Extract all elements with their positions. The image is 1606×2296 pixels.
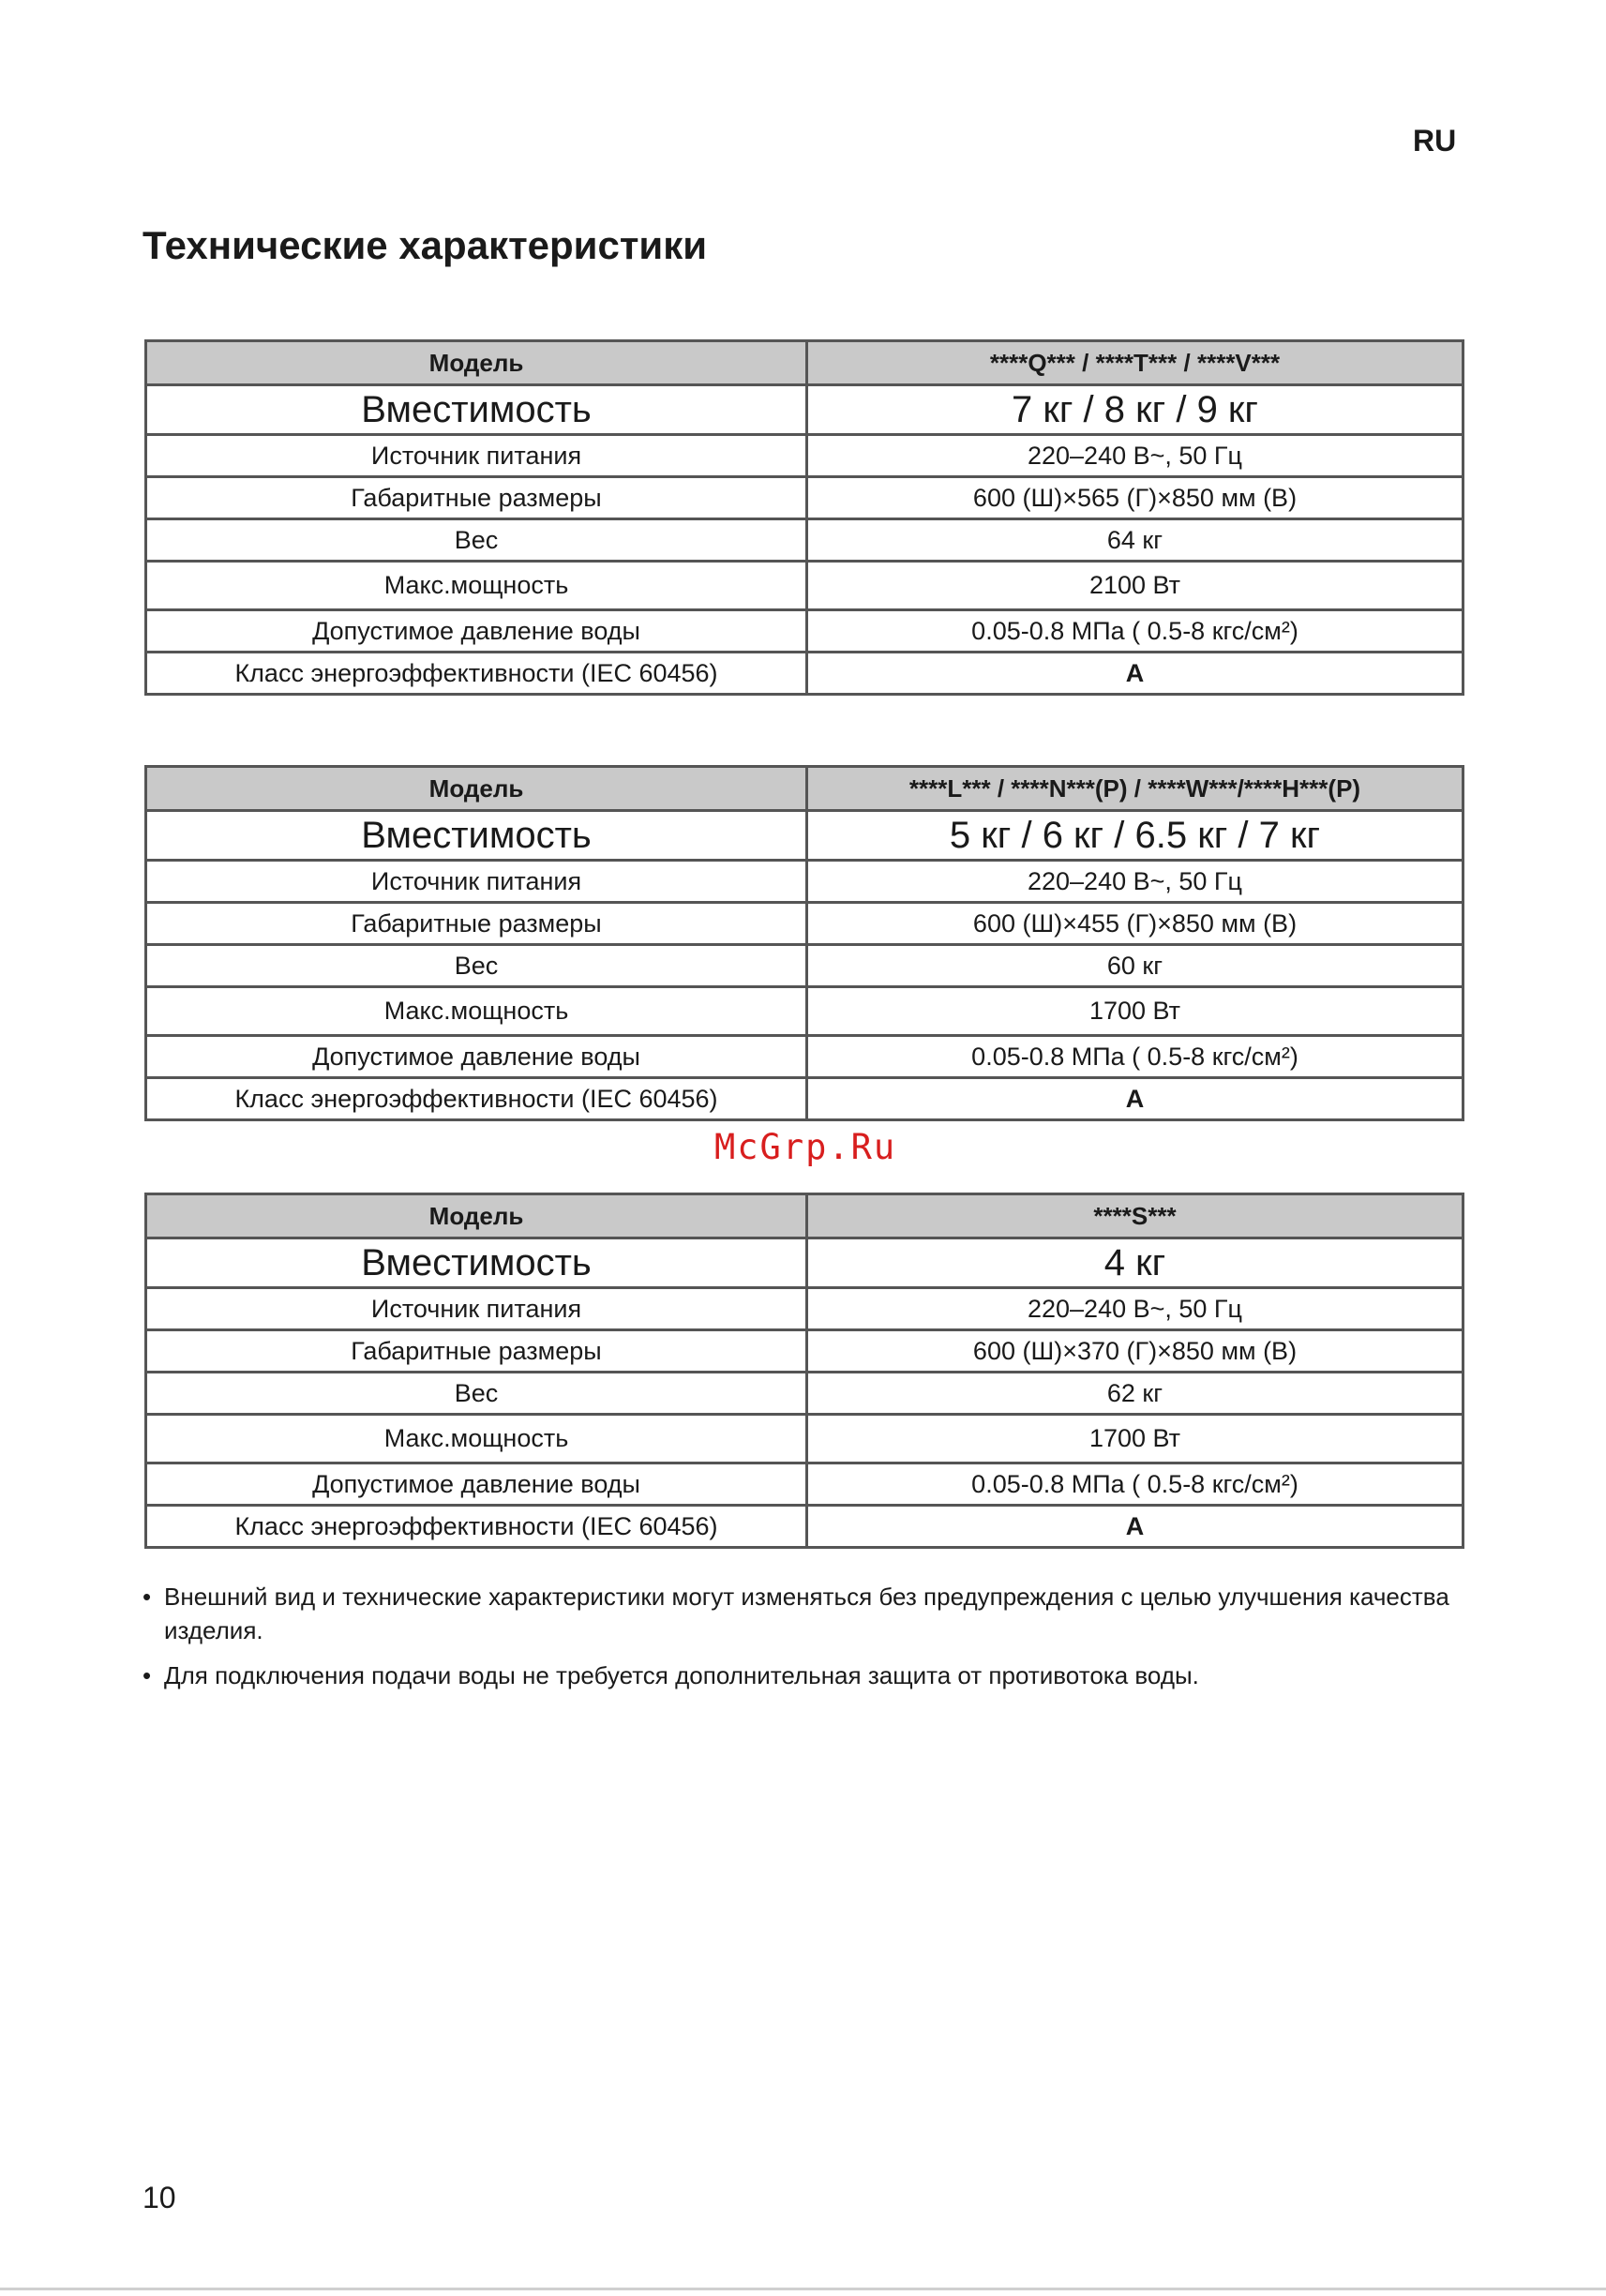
power-source-value: 220–240 В~, 50 Гц bbox=[807, 1288, 1463, 1330]
weight-value: 60 кг bbox=[807, 945, 1463, 987]
table-row bbox=[146, 945, 1463, 987]
weight-label: Вес bbox=[146, 945, 807, 987]
power-source-label: Источник питания bbox=[146, 861, 807, 903]
bullet-icon: • bbox=[143, 1661, 152, 1689]
table-row bbox=[146, 811, 1463, 861]
water-pressure-label: Допустимое давление воды bbox=[146, 1036, 807, 1078]
table-row bbox=[146, 519, 1463, 562]
table-row bbox=[146, 903, 1463, 945]
model-value: ****L*** / ****N***(P) / ****W***/****H***(P) bbox=[807, 767, 1463, 811]
table-row bbox=[146, 767, 1463, 811]
page-title: Технические характеристики bbox=[143, 223, 708, 267]
dimensions-value: 600 (Ш)×455 (Г)×850 мм (В) bbox=[807, 903, 1463, 945]
energy-class-label: Класс энергоэффективности (IEC 60456) bbox=[146, 653, 807, 695]
table-row bbox=[146, 861, 1463, 903]
max-power-label: Макс.мощность bbox=[146, 562, 807, 610]
max-power-value: 1700 Вт bbox=[807, 987, 1463, 1036]
table-row bbox=[146, 1194, 1463, 1238]
spec-table-1 bbox=[144, 339, 1464, 696]
table-row bbox=[146, 1036, 1463, 1078]
weight-label: Вес bbox=[146, 1373, 807, 1415]
table-row bbox=[146, 562, 1463, 610]
water-pressure-label: Допустимое давление воды bbox=[146, 610, 807, 653]
energy-class-label: Класс энергоэффективности (IEC 60456) bbox=[146, 1506, 807, 1548]
model-value: ****S*** bbox=[807, 1194, 1463, 1238]
energy-class-label: Класс энергоэффективности (IEC 60456) bbox=[146, 1078, 807, 1120]
table-row bbox=[146, 1373, 1463, 1415]
capacity-label: Вместимость bbox=[146, 811, 807, 861]
note-text: Для подключения подачи воды не требуется дополнительная защита от противотока воды. bbox=[164, 1661, 1199, 1689]
table-row bbox=[146, 385, 1463, 435]
dimensions-label: Габаритные размеры bbox=[146, 477, 807, 519]
max-power-label: Макс.мощность bbox=[146, 987, 807, 1036]
capacity-value: 5 кг / 6 кг / 6.5 кг / 7 кг bbox=[807, 811, 1463, 861]
weight-value: 64 кг bbox=[807, 519, 1463, 562]
water-pressure-value: 0.05-0.8 МПа ( 0.5-8 кгс/см²) bbox=[807, 1036, 1463, 1078]
notes-list bbox=[143, 1580, 1474, 1703]
model-label: Модель bbox=[146, 767, 807, 811]
table-row bbox=[146, 610, 1463, 653]
note-text: Внешний вид и технические характеристики могут изменяться без предупреждения с целью улучшения качества изделия. bbox=[164, 1583, 1449, 1644]
table-row bbox=[146, 1238, 1463, 1288]
spec-table-3 bbox=[144, 1193, 1464, 1549]
water-pressure-label: Допустимое давление воды bbox=[146, 1463, 807, 1506]
water-pressure-value: 0.05-0.8 МПа ( 0.5-8 кгс/см²) bbox=[807, 610, 1463, 653]
table-row bbox=[146, 477, 1463, 519]
power-source-value: 220–240 В~, 50 Гц bbox=[807, 861, 1463, 903]
energy-class-value: A bbox=[807, 1078, 1463, 1120]
weight-label: Вес bbox=[146, 519, 807, 562]
language-code: RU bbox=[1413, 124, 1457, 158]
table-row bbox=[146, 1463, 1463, 1506]
power-source-label: Источник питания bbox=[146, 1288, 807, 1330]
table-row bbox=[146, 435, 1463, 477]
capacity-value: 4 кг bbox=[807, 1238, 1463, 1288]
table-row bbox=[146, 1506, 1463, 1548]
power-source-value: 220–240 В~, 50 Гц bbox=[807, 435, 1463, 477]
capacity-label: Вместимость bbox=[146, 1238, 807, 1288]
page-number: 10 bbox=[143, 2181, 176, 2214]
list-item bbox=[143, 1580, 1474, 1647]
dimensions-label: Габаритные размеры bbox=[146, 903, 807, 945]
watermark: McGrp.Ru bbox=[714, 1127, 897, 1167]
capacity-label: Вместимость bbox=[146, 385, 807, 435]
table-row bbox=[146, 1288, 1463, 1330]
spec-table-2 bbox=[144, 765, 1464, 1121]
weight-value: 62 кг bbox=[807, 1373, 1463, 1415]
water-pressure-value: 0.05-0.8 МПа ( 0.5-8 кгс/см²) bbox=[807, 1463, 1463, 1506]
power-source-label: Источник питания bbox=[146, 435, 807, 477]
model-label: Модель bbox=[146, 341, 807, 385]
table-row bbox=[146, 341, 1463, 385]
dimensions-value: 600 (Ш)×565 (Г)×850 мм (В) bbox=[807, 477, 1463, 519]
max-power-value: 1700 Вт bbox=[807, 1415, 1463, 1463]
bottom-divider bbox=[0, 2288, 1606, 2290]
table-row bbox=[146, 1078, 1463, 1120]
table-row bbox=[146, 653, 1463, 695]
table-row bbox=[146, 1415, 1463, 1463]
energy-class-value: A bbox=[807, 653, 1463, 695]
table-row bbox=[146, 1330, 1463, 1373]
max-power-value: 2100 Вт bbox=[807, 562, 1463, 610]
model-label: Модель bbox=[146, 1194, 807, 1238]
table-row bbox=[146, 987, 1463, 1036]
capacity-value: 7 кг / 8 кг / 9 кг bbox=[807, 385, 1463, 435]
dimensions-value: 600 (Ш)×370 (Г)×850 мм (В) bbox=[807, 1330, 1463, 1373]
max-power-label: Макс.мощность bbox=[146, 1415, 807, 1463]
model-value: ****Q*** / ****T*** / ****V*** bbox=[807, 341, 1463, 385]
energy-class-value: A bbox=[807, 1506, 1463, 1548]
dimensions-label: Габаритные размеры bbox=[146, 1330, 807, 1373]
list-item bbox=[143, 1658, 1474, 1692]
bullet-icon: • bbox=[143, 1583, 152, 1611]
